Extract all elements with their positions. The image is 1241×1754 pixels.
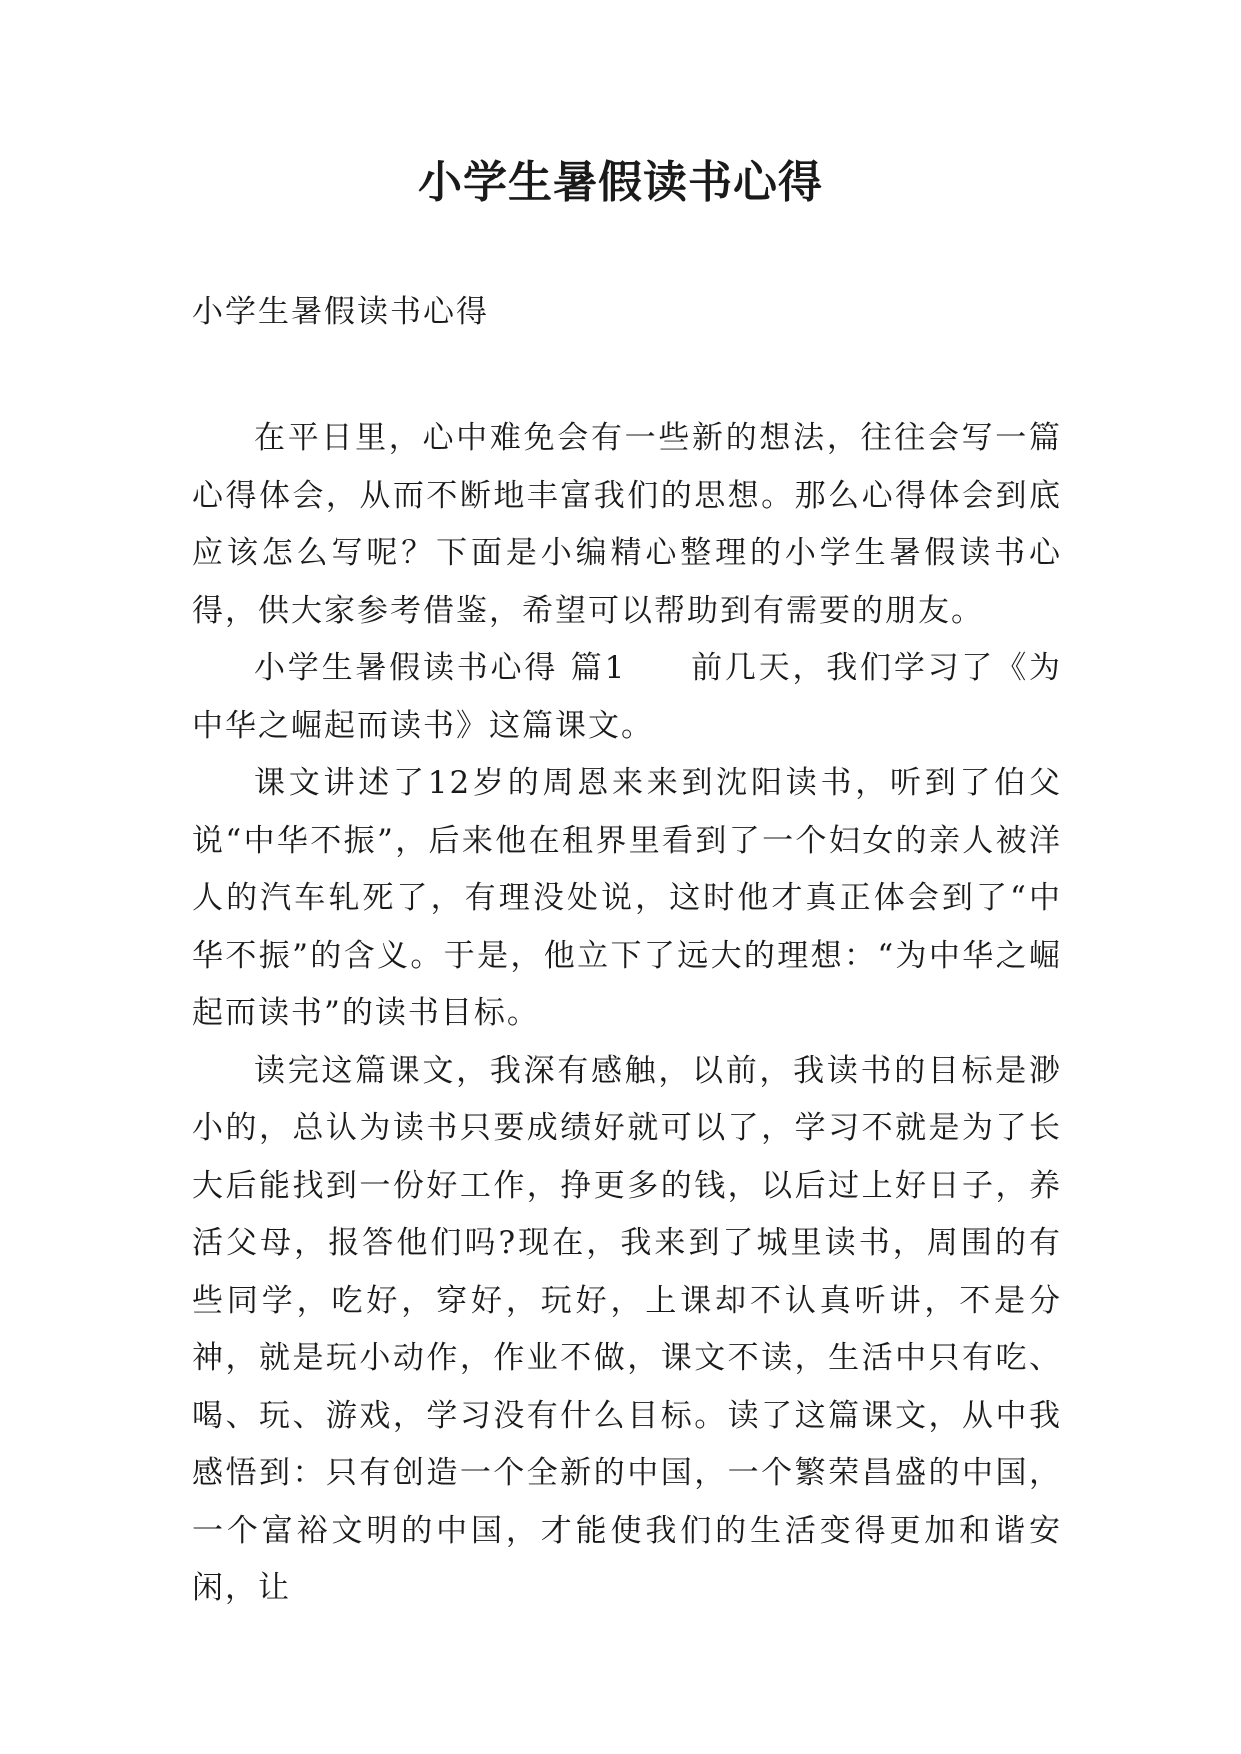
paragraph-intro: 在平日里，心中难免会有一些新的想法，往往会写一篇心得体会，从而不断地丰富我们的思想。那么心得体会到底应该怎么写呢？下面是小编精心整理的小学生暑假读书心得，供大家参考借鉴，希望可以帮助到有需要的朋友。 — [192, 420, 1062, 629]
section-heading: 小学生暑假读书心得 篇1 — [254, 650, 627, 686]
document-title: 小学生暑假读书心得 — [418, 157, 823, 208]
section-first-text: 前几天，我们学习了《为中华之崛起而读书》这篇课文。 — [192, 650, 1063, 744]
document-subtitle: 小学生暑假读书心得 — [192, 294, 489, 330]
document-body — [192, 410, 1062, 1618]
paragraph-reflection: 读完这篇课文，我深有感触，以前，我读书的目标是渺小的，总认为读书只要成绩好就可以了，学习不就是为了长大后能找到一份好工作，挣更多的钱，以后过上好日子，养活父母，报答他们吗?现在，我来到了城里读书，周围的有些同学，吃好，穿好，玩好，上课却不认真听讲，不是分神，就是玩小动作，作业不做，课文不读，生活中只有吃、喝、玩、游戏，学习没有什么目标。读了这篇课文，从中我感悟到：只有创造一个全新的中国，一个繁荣昌盛的中国，一个富裕文明的中国，才能使我们的生活变得更加和谐安闲，让 — [192, 1052, 1062, 1606]
paragraph-section-1 — [192, 640, 1062, 755]
paragraph-summary: 课文讲述了12岁的周恩来来到沈阳读书，听到了伯父说“中华不振”，后来他在租界里看到了一个妇女的亲人被洋人的汽车轧死了，有理没处说，这时他才真正体会到了“中华不振”的含义。于是，他立下了远大的理想：“为中华之崛起而读书”的读书目标。 — [192, 765, 1062, 1031]
